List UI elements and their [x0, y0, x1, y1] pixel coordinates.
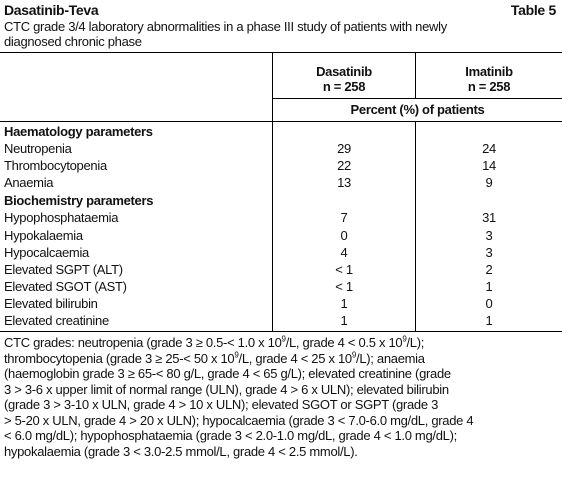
table-label: Table 5: [510, 2, 556, 18]
footnote: [4, 335, 556, 459]
row-label: Elevated bilirubin: [4, 296, 98, 311]
imatinib-header: [416, 64, 562, 94]
imatinib-value: 1: [485, 279, 493, 294]
footnote-line-1: [4, 335, 556, 351]
table-top-rule: [0, 52, 562, 53]
row-label: Elevated creatinine: [4, 313, 109, 328]
superscript: 9: [234, 350, 239, 360]
dasatinib-value: < 1: [335, 279, 353, 294]
imatinib-value: 0: [485, 296, 493, 311]
imatinib-value: 3: [485, 245, 493, 260]
imatinib-value: 2: [485, 262, 493, 277]
row-label: Anaemia: [4, 175, 54, 190]
dasatinib-n: n = 258: [322, 79, 366, 94]
imatinib-name: Imatinib: [465, 64, 513, 79]
dasatinib-value: 1: [340, 313, 348, 328]
dasatinib-value: 1: [340, 296, 348, 311]
dasatinib-value: 13: [337, 175, 351, 190]
dasatinib-header: [273, 64, 415, 94]
dasatinib-value: 7: [340, 210, 348, 225]
percent-header: Percent (%) of patients: [350, 102, 485, 117]
imatinib-n: n = 258: [467, 79, 511, 94]
footnote-line-8: hypokalaemia (grade 3 < 3.0-2.5 mmol/L, grade 4 < 2.5 mmol/L).: [4, 443, 358, 459]
imatinib-value: 31: [482, 210, 496, 225]
header-mid-rule: [272, 98, 562, 99]
drug-title: Dasatinib-Teva: [4, 2, 99, 18]
footnote-line-4: 3 > 3-6 x upper limit of normal range (ULN), grade 4 > 6 x ULN); elevated bilirubin: [4, 381, 449, 397]
footnote-text: /L);: [406, 335, 425, 350]
section-title-haematology: Haematology parameters: [4, 124, 153, 139]
imatinib-value: 24: [482, 141, 496, 156]
imatinib-value: 1: [485, 313, 493, 328]
footnote-line-2: [4, 351, 556, 367]
footnote-text: /L); anaemia: [356, 350, 425, 366]
row-label: Hypocalcaemia: [4, 245, 89, 260]
imatinib-value: 9: [485, 175, 493, 190]
row-label: Elevated SGOT (AST): [4, 279, 127, 294]
table-caption: [4, 19, 556, 49]
dasatinib-value: < 1: [335, 262, 353, 277]
footnote-text: thrombocytopenia (grade 3 ≥ 25-< 50 x 10: [4, 350, 235, 366]
row-label: Hypophosphataemia: [4, 210, 119, 225]
section-title-biochemistry: Biochemistry parameters: [4, 193, 154, 208]
row-label: Neutropenia: [4, 141, 72, 156]
superscript: 9: [351, 350, 357, 360]
footnote-line-5: (grade 3 > 3-10 x ULN, grade 4 > 10 x ULN); elevated SGOT or SGPT (grade 3: [4, 397, 438, 412]
footnote-line-7: < 6.0 mg/dL); hypophosphataemia (grade 3 < 2.0-1.0 mg/dL, grade 4 < 1.0 mg/dL);: [4, 428, 457, 443]
footnote-text: CTC grades: neutropenia (grade 3 ≥ 0.5-< 1.0 x 10: [4, 335, 282, 350]
dasatinib-value: 29: [337, 141, 351, 156]
dasatinib-value: 22: [337, 158, 351, 173]
caption-line-1: CTC grade 3/4 laboratory abnormalities in a phase III study of patients with newly: [4, 19, 447, 34]
footnote-text: /L, grade 4 < 25 x 10: [238, 350, 352, 366]
superscript: 9: [402, 334, 407, 344]
footnote-line-6: > 5-20 x ULN, grade 4 > 20 x ULN); hypocalcaemia (grade 3 < 7.0-6.0 mg/dL, grade 4: [4, 412, 474, 428]
header-bottom-rule: [0, 121, 562, 122]
dasatinib-name: Dasatinib: [316, 64, 372, 79]
row-label: Elevated SGPT (ALT): [4, 262, 123, 277]
caption-line-2: diagnosed chronic phase: [4, 34, 142, 49]
imatinib-value: 3: [485, 228, 493, 243]
title-row: [4, 2, 556, 20]
footnote-line-3: (haemoglobin grade 3 ≥ 65-< 80 g/L, grade 4 < 65 g/L); elevated creatinine (grade: [4, 366, 451, 381]
dasatinib-value: 0: [340, 228, 348, 243]
row-label: Thrombocytopenia: [4, 158, 107, 173]
dasatinib-value: 4: [340, 245, 348, 260]
superscript: 9: [281, 334, 286, 344]
footnote-text: /L, grade 4 < 0.5 x 10: [285, 335, 403, 350]
row-label: Hypokalaemia: [4, 228, 83, 243]
table-bottom-rule: [0, 331, 562, 332]
imatinib-value: 14: [482, 158, 496, 173]
